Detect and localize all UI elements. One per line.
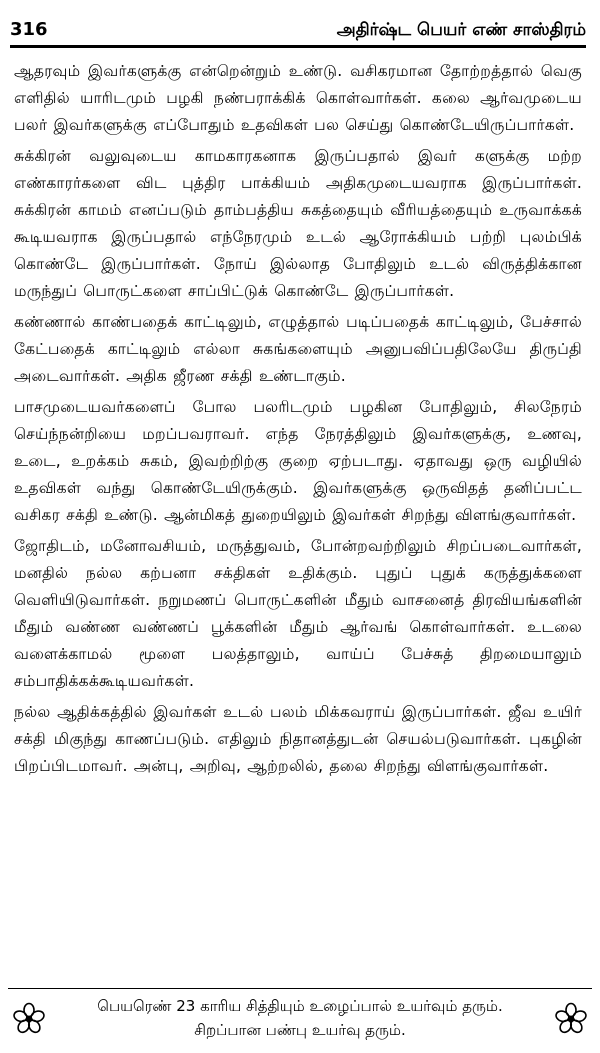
footer-text	[58, 994, 542, 1042]
paragraph-2: சுக்கிரன் வலுவுடைய காமகாரகனாக இருப்பதால் இவர் களுக்கு மற்ற எண்காரர்களை விட புத்திர பாக்கியம் அதிகமுடையவராக இருப்பார்கள். சுக்கிரன் காமம் எனப்படும் தாம்பத்திய சுகத்தையும் வீரியத்தையும் உருவாக்கக் கூடியவராக இருப்பதால் எந்நேரமும் உடல் ஆரோக்கியம் பற்றி புலம்பிக் கொண்டே இருப்பார்கள். நோய் இல்லாத போதிலும் உடல் விருத்திக்கான மருந்துப் பொருட்களை சாப்பிட்டுக் கொண்டே இருப்பார்கள்.	[14, 147, 582, 300]
paragraph-6: நல்ல ஆதிக்கத்தில் இவர்கள் உடல் பலம் மிக்கவராய் இருப்பார்கள். ஜீவ உயிர் சக்தி மிகுந்து காணப்படும். எதிலும் நிதானத்துடன் செயல்படுவார்கள். புகழின் பிறப்பிடமாவர். அன்பு, அறிவு, ஆற்றலில், தலை சிறந்து விளங்குவார்கள்.	[14, 703, 582, 775]
footer-rule	[8, 988, 592, 989]
paragraph-4: பாசமுடையவர்களைப் போல பலரிடமும் பழகின போதிலும், சிலநேரம் செய்ந்நன்றியை மறப்பவராவர். எந்த நேரத்திலும் இவர்களுக்கு, உணவு, உடை, உறக்கம் சுகம், இவற்றிற்கு குறை ஏற்படாது. ஏதாவது ஒரு வழியில் உதவிகள் வந்து கொண்டேயிருக்கும். இவர்களுக்கு ஒருவிதத் தனிப்பட்ட வசிகர சக்தி உண்டு. ஆன்மிகத் துறையிலும் இவர்கள் சிறந்து விளங்குவார்கள்.	[14, 398, 582, 524]
page-body	[14, 58, 582, 784]
running-title: அதிர்ஷ்ட பெயர் எண் சாஸ்திரம்	[336, 20, 586, 40]
paragraph-3: கண்ணால் காண்பதைக் காட்டிலும், எழுத்தால் படிப்பதைக் காட்டிலும், பேச்சால் கேட்பதைக் காட்டிலும் எல்லா சுகங்களையும் அனுபவிப்பதிலேயே திருப்தி அடைவார்கள். அதிக ஜீரண சக்தி உண்டாகும்.	[14, 313, 582, 385]
page-header	[10, 4, 586, 48]
footer-line-2: சிறப்பான பண்பு உயர்வு தரும்.	[194, 1021, 406, 1039]
flower-icon	[554, 1002, 588, 1036]
flower-icon	[12, 1002, 46, 1036]
page-footer	[8, 988, 592, 1048]
footer-line-1: பெயரெண் 23 காரிய சித்தியும் உழைப்பால் உயர்வும் தரும்.	[97, 997, 503, 1015]
paragraph-1: ஆதரவும் இவர்களுக்கு என்றென்றும் உண்டு. வசிகரமான தோற்றத்தால் வெகு எளிதில் யாரிடமும் பழகி நண்பராக்கிக் கொள்வார்கள். கலை ஆர்வமுடைய பலர் இவர்களுக்கு எப்போதும் உதவிகள் பல செய்து கொண்டேயிருப்பார்கள்.	[14, 62, 582, 134]
paragraph-5: ஜோதிடம், மனோவசியம், மருத்துவம், போன்றவற்றிலும் சிறப்படைவார்கள், மனதில் நல்ல கற்பனா சக்திகள் உதிக்கும். புதுப் புதுக் கருத்துக்களை வெளியிடுவார்கள். நறுமணப் பொருட்களின் மீதும் வாசனைத் திரவியங்களின் மீதும் வண்ண வண்ணப் பூக்களின் மீதும் ஆர்வங் கொள்வார்கள். உடலை வளைக்காமல் மூளை பலத்தாலும், வாய்ப் பேச்சுத் திறமையாலும் சம்பாதிக்கக்கூடியவர்கள்.	[14, 537, 582, 690]
page-number: 316	[10, 19, 48, 40]
